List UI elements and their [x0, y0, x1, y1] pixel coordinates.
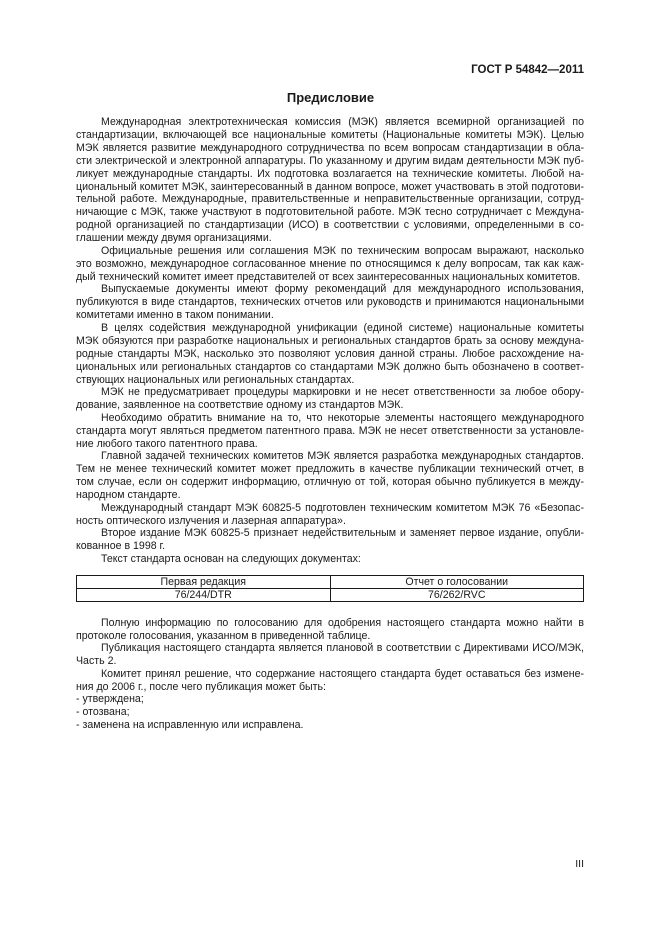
text-line: Комитет принял решение, что содержание настоящего стандарта будет оставаться без измене- [101, 668, 584, 680]
text-line: Международный стандарт МЭК 60825-5 подготовлен техническим комитетом МЭК 76 «Безопас- [101, 502, 584, 514]
paragraph [76, 116, 584, 245]
text-line: кованное в 1998 г. [76, 539, 166, 552]
text-line: ликует международные стандарты. Их подготовка возлагается на технические комитеты. Любой на- [76, 167, 584, 180]
paragraph [76, 693, 584, 706]
text-line: - отозвана; [76, 706, 130, 718]
text-line: МЭК обязуются при разработке национальных и региональных стандартов брать за основу междуна- [76, 334, 584, 347]
table-cell: 76/244/DTR [77, 589, 331, 602]
text-line: ния до 2006 г., после чего публикация может быть: [76, 680, 326, 693]
document-code: ГОСТ Р 54842—2011 [471, 64, 584, 76]
text-line: Текст стандарта основан на следующих документах: [101, 553, 361, 565]
text-line: Выпускаемые документы имеют форму рекомендаций для международного использования, [101, 283, 584, 295]
text-line: Официальные решения или соглашения МЭК по техническим вопросам выражают, насколько [101, 245, 584, 257]
text-line: Тем не менее технический комитет может предложить в качестве публикации технический отчет, в [76, 462, 584, 475]
text-line: публикуются в виде стандартов, технических отчетов или руководств и принимаются национальными [76, 295, 584, 308]
text-line: стандарта могут являться предметом патентного права. МЭК не несет ответственности за установле- [76, 424, 584, 437]
text-line: Необходимо обратить внимание на то, что некоторые элементы настоящего международного [101, 412, 584, 424]
paragraph [76, 642, 584, 668]
paragraph [76, 617, 584, 643]
text-line: - утверждена; [76, 693, 144, 705]
text-line: МЭК не предусматривает процедуры маркировки и не несет ответственности за любое обору- [101, 386, 584, 398]
paragraph [76, 245, 584, 284]
text-line: - заменена на исправленную или исправлена. [76, 719, 304, 731]
text-line: ничающие с МЭК, также участвуют в подготовительной работе. МЭК тесно сотрудничает с Междуна- [76, 206, 584, 219]
text-line: ние любого такого патентного права. [76, 437, 258, 450]
paragraph [76, 412, 584, 451]
text-line: Второе издание МЭК 60825-5 признает недействительным и заменяет первое издание, опубли- [101, 527, 584, 539]
text-line: глашении между двумя организациями. [76, 232, 272, 245]
table-row [77, 589, 584, 602]
paragraph [76, 386, 584, 412]
text-line: МЭК является развитие международного сотрудничества по всем вопросам стандартизации в обла- [76, 141, 584, 154]
table-header-cell: Первая редакция [77, 576, 331, 589]
paragraph [76, 668, 584, 694]
text-line: ствующих национальных или региональных стандартах. [76, 373, 355, 386]
table-header-cell: Отчет о голосовании [330, 576, 584, 589]
paragraph [76, 706, 584, 719]
text-line: дование, заявленное на соответствие одному из стандартов МЭК. [76, 398, 404, 411]
paragraph [76, 283, 584, 322]
table-header-row [77, 576, 584, 589]
text-line: том случае, если он содержит информацию, отличную от той, которая обычно публикуется в между- [76, 475, 584, 488]
text-line: Часть 2. [76, 654, 117, 667]
text-line: Публикация настоящего стандарта является плановой в соответствии с Директивами ИСО/МЭК, [101, 642, 584, 654]
page-number: III [575, 858, 584, 870]
paragraph [76, 502, 584, 528]
voting-documents-table [76, 575, 584, 602]
text-line: ность оптического излучения и лазерная аппаратура». [76, 514, 346, 527]
paragraph [76, 322, 584, 387]
text-line: тельной работе. Международные, правительственные и неправительственные организации, сотруд- [76, 193, 584, 206]
text-line: Международная электротехническая комиссия (МЭК) является всемирной организацией по [101, 116, 584, 128]
paragraph [76, 719, 584, 732]
text-line: циональных или региональных стандартов со стандартами МЭК должно быть обозначено в соответ- [76, 360, 584, 373]
text-line: Полную информацию по голосованию для одобрения настоящего стандарта можно найти в [101, 617, 584, 629]
text-line: В целях содействия международной унификации (единой системе) национальные комитеты [101, 322, 584, 334]
text-line: Главной задачей технических комитетов МЭК является разработка международных стандартов. [101, 450, 584, 462]
text-line: народном стандарте. [76, 488, 181, 501]
text-line: протоколе голосования, указанном в приведенной таблице. [76, 629, 371, 642]
paragraph [76, 527, 584, 553]
text-line: сти электрической и электронной аппаратуры. По указанному и другим видам деятельности МЭК пуб- [76, 154, 584, 167]
table-cell: 76/262/RVC [330, 589, 584, 602]
paragraph [76, 553, 584, 566]
page-title: Предисловие [286, 90, 375, 105]
text-line: родной организацией по стандартизации (ИСО) в соответствии с условиями, определенными в со- [76, 219, 584, 232]
text-line: родные стандарты МЭК, насколько это позволяют условия данной страны. Любое расхождение на- [76, 347, 584, 360]
text-line: это возможно, международное согласованное мнение по относящимся к делу вопросам, так как каж- [76, 257, 584, 270]
text-line: дый технический комитет имеет представителей от всех заинтересованных национальных комитетов. [76, 270, 581, 283]
text-line: циональный комитет МЭК, заинтересованный в данном вопросе, может участвовать в этой подготови- [76, 180, 584, 193]
text-line: стандартизации, включающей все национальные комитеты (Национальные комитеты МЭК). Целью [76, 128, 584, 141]
paragraph [76, 450, 584, 502]
text-line: комитетами именно в таком понимании. [76, 308, 274, 321]
